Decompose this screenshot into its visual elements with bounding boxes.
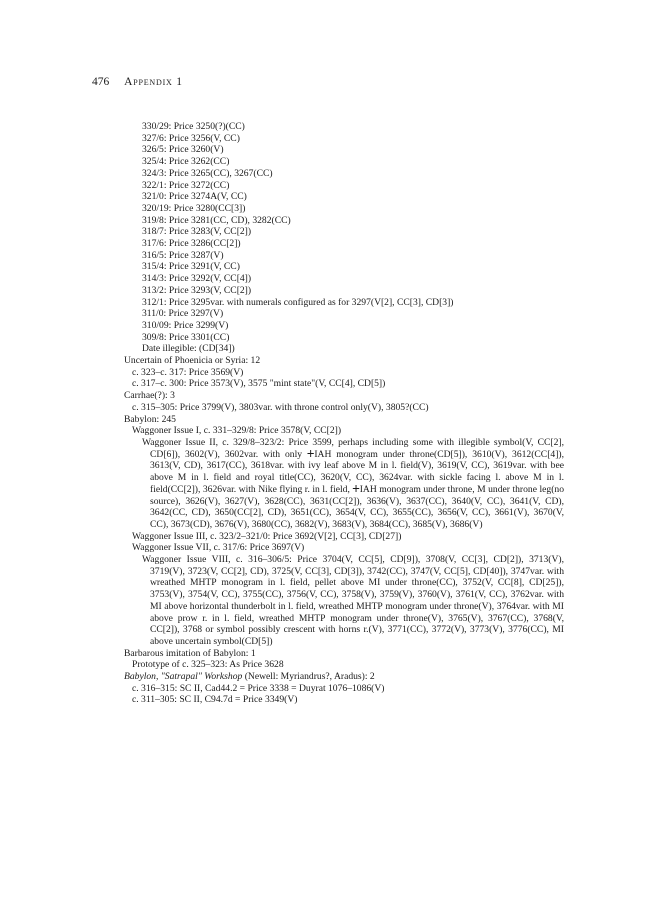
list-item: Prototype of c. 325–323: As Price 3628 <box>132 659 284 671</box>
list-item: 310/09: Price 3299(V) <box>142 319 229 331</box>
section-heading-phoenicia: Uncertain of Phoenicia or Syria: 12 <box>124 355 261 367</box>
section-heading-italic: Babylon, "Satrapal" Workshop <box>124 671 243 683</box>
list-item: c. 323–c. 317: Price 3569(V) <box>132 366 244 378</box>
list-item: 321/0: Price 3274A(V, CC) <box>142 191 247 203</box>
list-item: 326/5: Price 3260(V) <box>142 144 224 156</box>
page-number: 476 <box>92 76 110 88</box>
section-heading-babylon: Babylon: 245 <box>124 413 176 425</box>
list-item: 324/3: Price 3265(CC), 3267(CC) <box>142 167 273 179</box>
list-item: 327/6: Price 3256(V, CC) <box>142 132 240 144</box>
issue-entry: Waggoner Issue I, c. 331–329/8: Price 3578(V, CC[2]) <box>132 425 342 437</box>
running-title: Appendix 1 <box>124 76 183 88</box>
page-body <box>124 121 564 706</box>
list-item: 320/19: Price 3280(CC[3]) <box>142 202 246 214</box>
section-heading-barbarous: Barbarous imitation of Babylon: 1 <box>124 647 256 659</box>
list-item: 313/2: Price 3293(V, CC[2]) <box>142 284 252 296</box>
list-item: 309/8: Price 3301(CC) <box>142 331 230 343</box>
list-item: 319/8: Price 3281(CC, CD), 3282(CC) <box>142 214 291 226</box>
list-item: 314/3: Price 3292(V, CC[4]) <box>142 273 252 285</box>
list-item: 311/0: Price 3297(V) <box>142 308 224 320</box>
section-heading-rest: (Newell: Myriandrus?, Aradus): 2 <box>242 671 375 683</box>
section-heading-carrhae: Carrhae(?): 3 <box>124 390 175 402</box>
list-item: c. 316–315: SC II, Cad44.2 = Price 3338 = Duyrat 1076–1086(V) <box>132 682 385 694</box>
list-item: 330/29: Price 3250(?)(CC) <box>142 121 245 132</box>
list-item: c. 315–305: Price 3799(V), 3803var. with throne control only(V), 3805?(CC) <box>132 401 429 413</box>
issue-entry: Waggoner Issue VIII, c. 316–306/5: Price 3704(V, CC[5], CD[9]), 3708(V, CC[3], CD[2]), 3713(V), 3719(V), 3723(V, CC[2], CD), 3725(V, CC[3], CD[3]), 3742(CC), 3747(V, CC[5], CD[40]), 3747var. with wreathed ΜΗΤΡ monogram in l. field, pellet above ΜΙ under throne(CC), 3752(V, CC[8], CD[25]), 3753(V), 3754(V, CC), 3755(CC), 3756(V, CC), 3758(V), 3759(V), 3760(V), 3761(V, CC), 3762var. with ΜΙ above horizontal thunderbolt in l. field, wreathed ΜΗΤΡ monogram under throne(V), 3764var. with ΜΙ above prow r. in l. field, wreathed ΜΗΤΡ monogram under throne(V), 3765(V), 3767(CC), 3768(V, CC[2]), 3768 or symbol possibly crescent with horns r.(V), 3771(CC), 3772(V), 3773(V), 3776(CC), ΜΙ above uncertain symbol(CD[5]) <box>142 554 564 647</box>
list-item: c. 311–305: SC II, C94.7d = Price 3349(V) <box>132 694 298 706</box>
list-item: 322/1: Price 3272(CC) <box>142 179 230 191</box>
list-item: Date illegible: (CD[34]) <box>142 343 235 355</box>
list-item: 318/7: Price 3283(V, CC[2]) <box>142 226 252 238</box>
page-header <box>92 76 183 88</box>
date-list <box>124 121 564 355</box>
list-item: 317/6: Price 3286(CC[2]) <box>142 238 241 250</box>
section-heading-satrapal <box>124 671 564 683</box>
issue-entry: Waggoner Issue VII, c. 317/6: Price 3697(V) <box>132 542 305 554</box>
issue-entry: Waggoner Issue II, c. 329/8–323/2: Price 3599, perhaps including some with illegible symbol(V, CC[2], CD[6]), 3602(V), 3602var. with only ⵜΙΑΗ monogram under throne(CD[5]), 3610(V), 3612(CC[4]), 3613(V, CD), 3617(CC), 3618var. with ivy leaf above Μ in l. field(V), 3619(V, CC), 3619var. with bee above Μ in l. field and royal title(CC), 3620(V, CC), 3624var. with sickle facing l. above Μ in l. field(CC[2]), 3626var. with Nike flying r. in l. field, ⵜΙΑΗ monogram under throne, Μ under throne leg(no source), 3626(V), 3627(V), 3628(CC), 3631(CC[2]), 3636(V), 3637(CC), 3640(V, CC), 3641(V, CD), 3642(CC, CD), 3650(CC[2], CD), 3651(CC), 3654(V, CC), 3655(CC), 3656(V, CC), 3661(V), 3670(V, CC), 3673(CD), 3676(V), 3680(CC), 3682(V), 3683(V), 3684(CC), 3685(V), 3686(V) <box>142 436 564 530</box>
list-item: 312/1: Price 3295var. with numerals configured as for 3297(V[2], CC[3], CD[3]) <box>142 296 454 308</box>
list-item: 325/4: Price 3262(CC) <box>142 156 230 168</box>
list-item: c. 317–c. 300: Price 3573(V), 3575 "mint state"(V, CC[4], CD[5]) <box>132 378 386 390</box>
list-item: 315/4: Price 3291(V, CC) <box>142 261 240 273</box>
list-item: 316/5: Price 3287(V) <box>142 249 224 261</box>
issue-entry: Waggoner Issue III, c. 323/2–321/0: Price 3692(V[2], CC[3], CD[27]) <box>132 530 402 542</box>
